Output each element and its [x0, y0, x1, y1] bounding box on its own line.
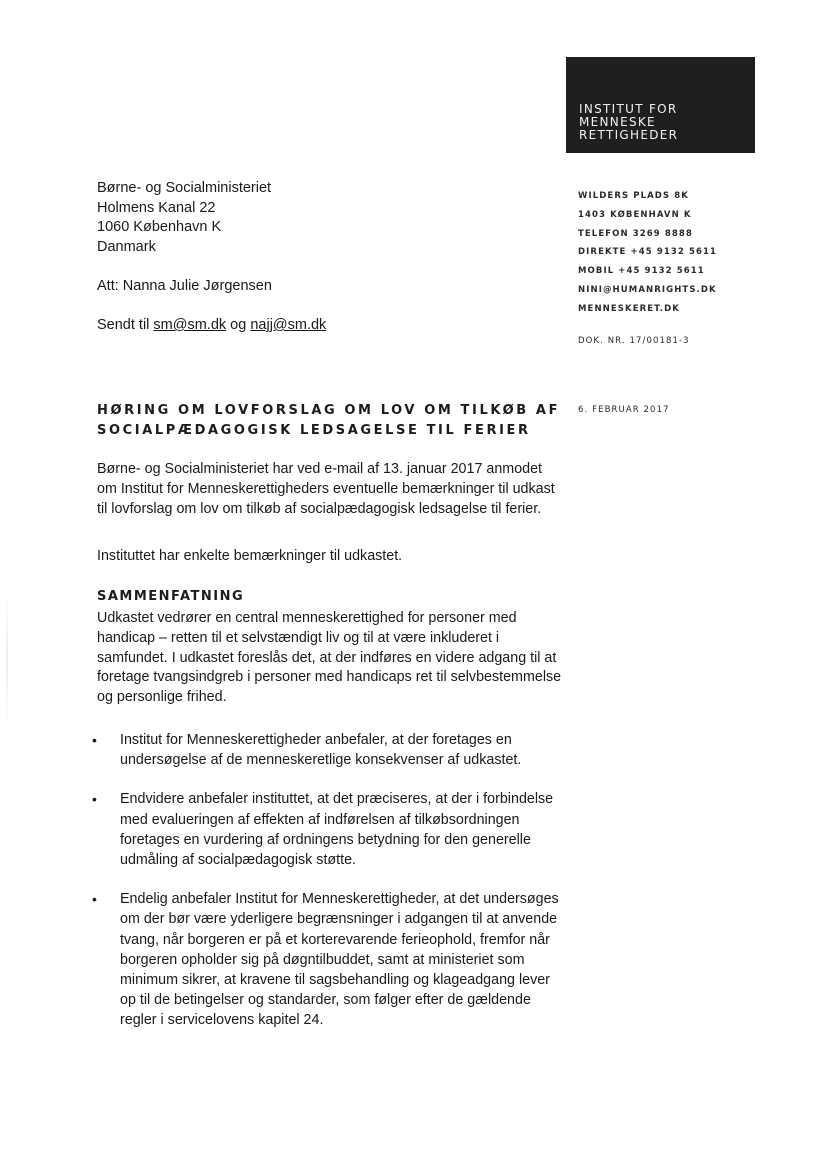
email-link-ministry[interactable]: sm@sm.dk — [153, 317, 227, 333]
institute-logo — [566, 57, 755, 153]
bullet-icon: • — [92, 732, 97, 748]
address-line: Holmens Kanal 22 — [97, 199, 216, 216]
sender-contact-block — [578, 187, 798, 319]
bullet-icon: • — [92, 791, 97, 808]
email-link-contact[interactable]: najj@sm.dk — [250, 317, 327, 333]
attention-line: Att: Nanna Julie Jørgensen — [97, 278, 272, 294]
title-line: HØRING OM LOVFORSLAG OM LOV OM TILKØB AF — [97, 403, 561, 418]
contact-line: WILDERS PLADS 8K — [578, 191, 689, 201]
sent-mid: og — [226, 317, 251, 333]
summary-heading: SAMMENFATNING — [97, 589, 245, 604]
letter-title — [97, 401, 561, 441]
list-item-text: Endvidere anbefaler instituttet, at det præciseres, at der i forbindelse med evalueringen af effekten af indførelsen af tilkøbsordningen foretages en vurdering af ordningens betydning for den generelle udmåling af socialpædagogisk støtte. — [120, 791, 554, 869]
address-line: Danmark — [97, 238, 156, 255]
list-item-text: Institut for Menneskerettigheder anbefaler, at der foretages en undersøgelse af de menneskeretlige konsekvenser af udkastet. — [120, 732, 522, 769]
intro-paragraph: Børne- og Socialministeriet har ved e-mail af 13. januar 2017 anmodet om Institut for Menneskerettigheders eventuelle bemærkninger til udkast til lovforslag om lov om tilkøb af socialpædagogisk ledsagelse til ferier. — [97, 461, 555, 517]
logo-line: INSTITUT FOR — [579, 102, 678, 116]
list-item — [90, 889, 565, 1030]
contact-line: 1403 KØBENHAVN K — [578, 209, 692, 220]
logo-line: MENNESKE — [579, 115, 656, 129]
bullet-icon: • — [92, 891, 97, 908]
logo-line: RETTIGHEDER — [579, 128, 679, 142]
recommendation-list — [90, 730, 565, 1050]
scan-margin-mark — [6, 590, 8, 730]
summary-paragraph: Udkastet vedrører en central menneskerettighed for personer med handicap – retten til et selvstændigt liv og til at være inkluderet i samfundet. I udkastet foreslås det, at der indføres en videre adgang til at foretage tvangsindgreb i personer med handicaps ret til selvbestemmelse og personlige frihed. — [97, 610, 562, 706]
recipient-address — [97, 179, 517, 257]
letter-date: 6. FEBRUAR 2017 — [578, 405, 670, 415]
intro-paragraph-2: Instituttet har enkelte bemærkninger til udkastet. — [97, 548, 403, 564]
document-number: DOK. NR. 17/00181-3 — [578, 336, 690, 346]
contact-line: MOBIL +45 9132 5611 — [578, 266, 705, 277]
sent-to-line — [97, 317, 326, 333]
list-item-text: Endelig anbefaler Institut for Menneskerettigheder, at det undersøges om der bør være yderligere begrænsninger i adgangen til at anvende tvang, når borgeren er på et korterevarende ferieophold, fremfor når borgeren opholder sig på døgntilbuddet, samt at ministeriet som minimum sikrer, at kravene til sagsbehandling og klageadgang lever op til de betingelser og standarder, som følger efter de gældende regler i servicelovens kapitel 24. — [120, 891, 559, 1029]
contact-line: MENNESKERET.DK — [578, 303, 680, 314]
title-line: SOCIALPÆDAGOGISK LEDSAGELSE TIL FERIER — [97, 423, 531, 438]
contact-line: TELEFON 3269 8888 — [578, 228, 693, 239]
contact-line: NINI@HUMANRIGHTS.DK — [578, 284, 717, 295]
list-item — [90, 789, 565, 870]
address-line: Børne- og Socialministeriet — [97, 180, 272, 196]
address-line: 1060 København K — [97, 219, 222, 236]
contact-line: DIREKTE +45 9132 5611 — [578, 247, 718, 258]
sent-prefix: Sendt til — [97, 317, 154, 333]
list-item — [90, 730, 565, 770]
